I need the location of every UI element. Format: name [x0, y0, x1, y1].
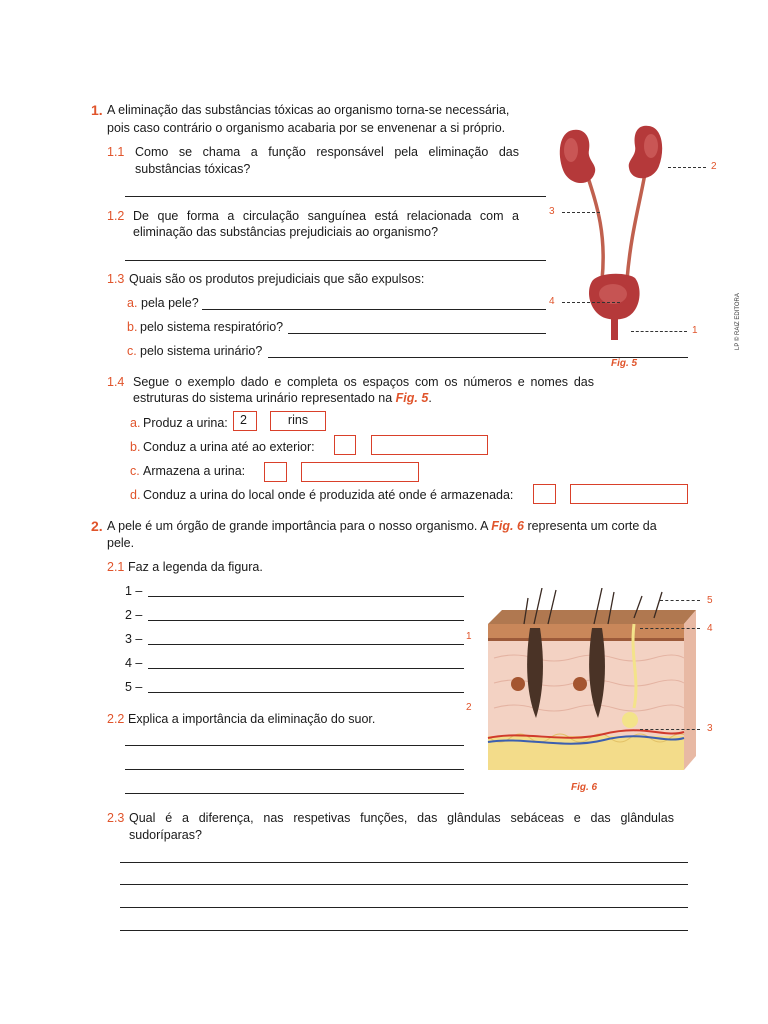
q1-3b-letter: b.: [127, 320, 138, 334]
legend-1-label: 1 –: [125, 584, 143, 598]
legend-3-answer-line[interactable]: [148, 644, 464, 645]
fig5-ref: Fig. 5: [395, 391, 429, 405]
fig5-caption: Fig. 5: [611, 358, 638, 369]
legend-2-answer-line[interactable]: [148, 620, 464, 621]
legend-4-answer-line[interactable]: [148, 668, 464, 669]
q1-4c-number-box[interactable]: [264, 462, 287, 482]
q1-number: 1.: [91, 102, 103, 118]
q1-3b-text: pelo sistema respiratório?: [140, 320, 284, 334]
fig5-leader-3: [562, 212, 600, 213]
q1-4d-name-box[interactable]: [570, 484, 688, 504]
q1-4a-letter: a.: [130, 416, 141, 430]
q1-4d-letter: d.: [130, 488, 141, 502]
q1-intro-line1: A eliminação das substâncias tóxicas ao organismo torna-se necessária,: [107, 103, 510, 117]
q1-4a-name-box[interactable]: rins: [270, 411, 326, 431]
q1-4-line1: Segue o exemplo dado e completa os espaços com os números e nomes das: [133, 375, 594, 389]
q1-1-line2: substâncias tóxicas?: [135, 162, 251, 176]
q1-intro-line2: pois caso contrário o organismo acabaria por se envenenar a si próprio.: [107, 121, 506, 135]
q1-3c-text: pelo sistema urinário?: [140, 344, 263, 358]
q1-2-answer-line[interactable]: [125, 260, 546, 261]
fig6-label-1: 1: [466, 631, 472, 642]
fig5-leader-4: [562, 302, 620, 303]
q1-3-number: 1.3: [107, 272, 125, 286]
q2-intro-line2: pele.: [107, 536, 135, 550]
urinary-system-illustration: [555, 120, 665, 352]
q1-4c-name-box[interactable]: [301, 462, 419, 482]
fig6-leader-5: [660, 600, 700, 601]
fig5-label-2: 2: [711, 161, 717, 172]
q2-2-answer-line-1[interactable]: [125, 745, 464, 746]
q1-3-text: Quais são os produtos prejudiciais que são expulsos:: [129, 272, 425, 286]
q1-3a-letter: a.: [127, 296, 138, 310]
q2-2-answer-line-3[interactable]: [125, 793, 464, 794]
legend-4-label: 4 –: [125, 656, 143, 670]
q1-4c-text: Armazena a urina:: [143, 464, 246, 478]
fig5-label-3: 3: [549, 206, 555, 217]
q1-3a-text: pela pele?: [141, 296, 199, 310]
fig5-label-4: 4: [549, 296, 555, 307]
fig6-leader-3: [640, 729, 700, 730]
q1-4c-letter: c.: [130, 464, 140, 478]
q2-2-text: Explica a importância da eliminação do suor.: [128, 712, 376, 726]
fig5-label-1: 1: [692, 325, 698, 336]
q1-1-answer-line[interactable]: [125, 196, 546, 197]
legend-3-label: 3 –: [125, 632, 143, 646]
q2-3-number: 2.3: [107, 811, 125, 825]
fig6-caption: Fig. 6: [571, 782, 598, 793]
fig6-ref: Fig. 6: [491, 519, 524, 533]
q2-1-text: Faz a legenda da figura.: [128, 560, 263, 574]
q1-4b-text: Conduz a urina até ao exterior:: [143, 440, 315, 454]
q1-4a-text: Produz a urina:: [143, 416, 228, 430]
q1-1-line1: Como se chama a função responsável pela eliminação das: [135, 145, 519, 159]
q2-1-number: 2.1: [107, 560, 125, 574]
q1-4b-name-box[interactable]: [371, 435, 488, 455]
q2-number: 2.: [91, 518, 103, 534]
q1-4b-number-box[interactable]: [334, 435, 356, 455]
legend-1-answer-line[interactable]: [148, 596, 464, 597]
q2-intro-line1: A pele é um órgão de grande importância para o nosso organismo. A Fig. 6 representa um corte da: [107, 519, 657, 533]
fig6-label-4: 4: [707, 623, 713, 634]
q1-4-number: 1.4: [107, 375, 125, 389]
legend-2-label: 2 –: [125, 608, 143, 622]
fig6-label-2: 2: [466, 702, 472, 713]
q1-2-number: 1.2: [107, 209, 125, 223]
q1-4b-letter: b.: [130, 440, 141, 454]
q2-3-answer-line-3[interactable]: [120, 907, 688, 908]
q2-3-answer-line-1[interactable]: [120, 862, 688, 863]
q1-4d-text: Conduz a urina do local onde é produzida até onde é armazenada:: [143, 488, 514, 502]
q2-3-answer-line-2[interactable]: [120, 884, 688, 885]
skin-cross-section-illustration: [484, 588, 696, 774]
fig6-leader-4: [640, 628, 700, 629]
fig6-label-5: 5: [707, 595, 713, 606]
q2-2-answer-line-2[interactable]: [125, 769, 464, 770]
q2-3-answer-line-4[interactable]: [120, 930, 688, 931]
fig5-leader-2: [668, 167, 706, 168]
fig6-label-3: 3: [707, 723, 713, 734]
q2-3-line2: sudoríparas?: [129, 828, 202, 842]
q2-2-number: 2.2: [107, 712, 125, 726]
q1-3c-letter: c.: [127, 344, 137, 358]
q1-4-line2: estruturas do sistema urinário representado na Fig. 5.: [133, 391, 432, 405]
q1-3a-answer-line[interactable]: [202, 309, 546, 310]
legend-5-label: 5 –: [125, 680, 143, 694]
fig5-leader-1: [631, 331, 687, 332]
legend-5-answer-line[interactable]: [148, 692, 464, 693]
q2-3-line1: Qual é a diferença, nas respetivas funções, das glândulas sebáceas e das glândulas: [129, 811, 674, 825]
q1-2-line2: eliminação das substâncias prejudiciais ao organismo?: [133, 225, 439, 239]
q1-2-line1: De que forma a circulação sanguínea está relacionada com a: [133, 209, 519, 223]
q1-4a-number-box[interactable]: 2: [233, 411, 257, 431]
q1-4d-number-box[interactable]: [533, 484, 556, 504]
q1-1-number: 1.1: [107, 145, 125, 159]
fig5-credit: LP © RAIZ EDITORA: [735, 293, 741, 350]
q1-3b-answer-line[interactable]: [288, 333, 546, 334]
